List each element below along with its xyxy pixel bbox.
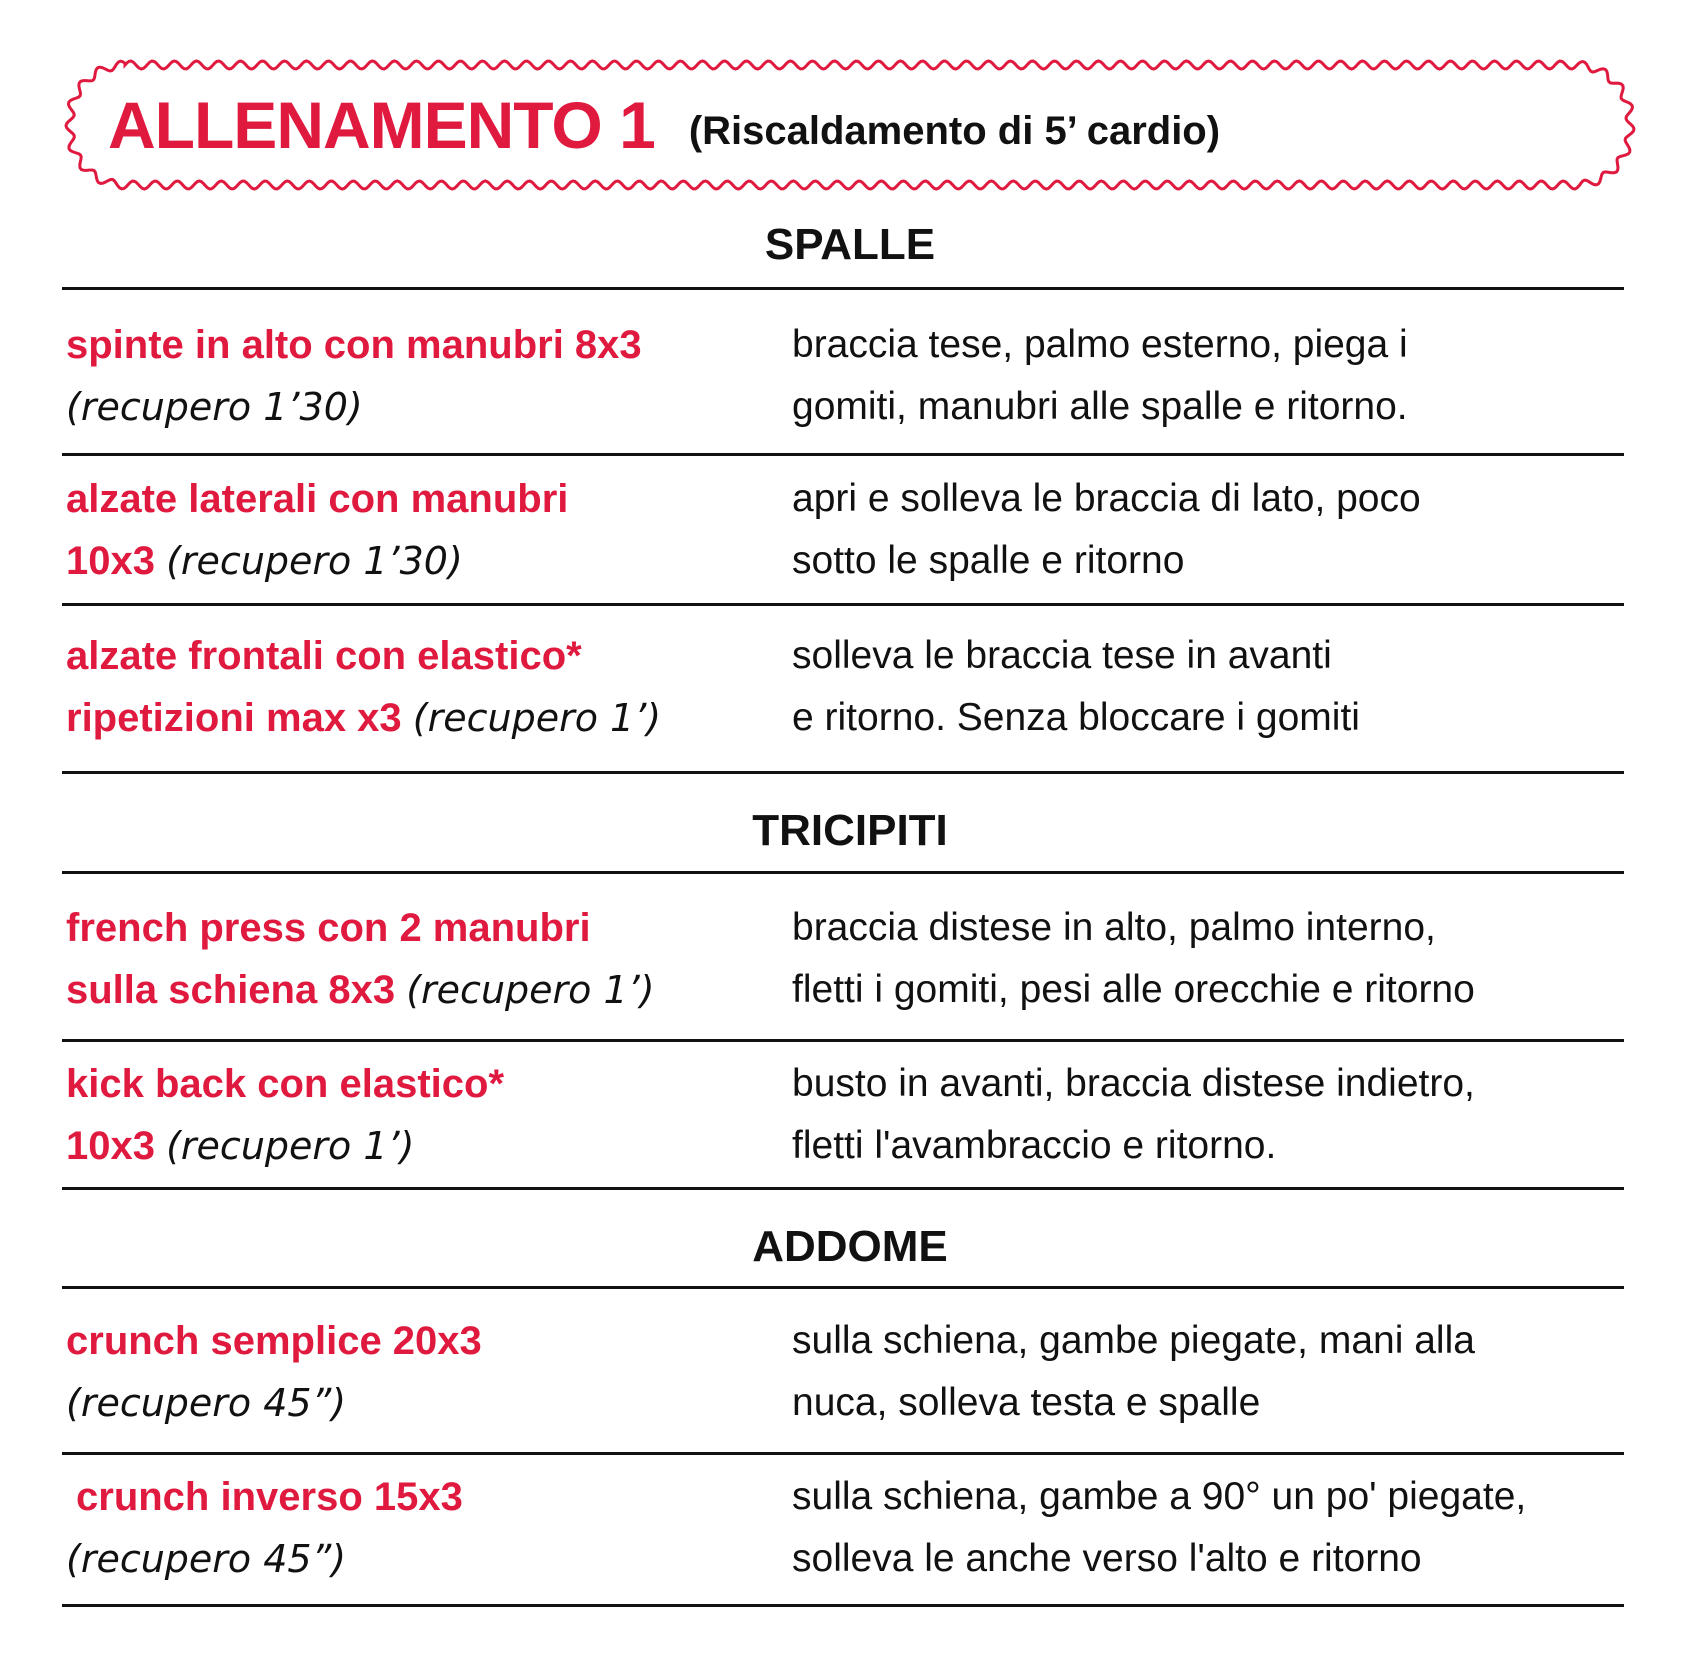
exercise-name: spinte in alto con manubri 8x3 (recupero 1’30) xyxy=(66,323,642,429)
divider xyxy=(62,1187,1624,1190)
divider xyxy=(62,871,1624,874)
page-subtitle: (Riscaldamento di 5’ cardio) xyxy=(688,108,1221,153)
exercise-description: apri e solleva le braccia di lato, poco sotto le spalle e ritorno xyxy=(792,477,1421,582)
divider xyxy=(62,1452,1624,1455)
divider xyxy=(62,453,1624,456)
divider xyxy=(62,603,1624,606)
exercise-name: crunch inverso 15x3 (recupero 45”) xyxy=(66,1475,463,1581)
exercise-description: braccia tese, palmo esterno, piega i gomiti, manubri alle spalle e ritorno. xyxy=(792,323,1408,428)
divider xyxy=(62,771,1624,774)
exercise-description: sulla schiena, gambe piegate, mani alla nuca, solleva testa e spalle xyxy=(792,1319,1475,1424)
exercise-name: alzate laterali con manubri 10x3 (recupero 1’30) xyxy=(66,477,569,583)
header-banner xyxy=(60,55,1640,195)
exercise-name: crunch semplice 20x3 (recupero 45”) xyxy=(66,1319,482,1425)
divider xyxy=(62,287,1624,290)
divider xyxy=(62,1286,1624,1289)
section-title-addome: ADDOME xyxy=(752,1222,948,1271)
exercise-description: solleva le braccia tese in avanti e ritorno. Senza bloccare i gomiti xyxy=(792,634,1360,739)
exercise-name: alzate frontali con elastico* ripetizioni max x3 (recupero 1’) xyxy=(66,634,662,740)
page-title: ALLENAMENTO 1 xyxy=(108,88,655,162)
section-title-spalle: SPALLE xyxy=(764,220,936,269)
section-title-tricipiti: TRICIPITI xyxy=(752,806,948,855)
exercise-description: sulla schiena, gambe a 90° un po' piegate, solleva le anche verso l'alto e ritorno xyxy=(792,1475,1527,1580)
exercise-description: braccia distese in alto, palmo interno, fletti i gomiti, pesi alle orecchie e ritorno xyxy=(792,906,1475,1011)
divider xyxy=(62,1039,1624,1042)
exercise-name: french press con 2 manubri sulla schiena 8x3 (recupero 1’) xyxy=(66,906,655,1012)
exercise-description: busto in avanti, braccia distese indietro, fletti l'avambraccio e ritorno. xyxy=(792,1062,1475,1167)
exercise-name: kick back con elastico* 10x3 (recupero 1’) xyxy=(66,1062,505,1168)
divider xyxy=(62,1604,1624,1607)
